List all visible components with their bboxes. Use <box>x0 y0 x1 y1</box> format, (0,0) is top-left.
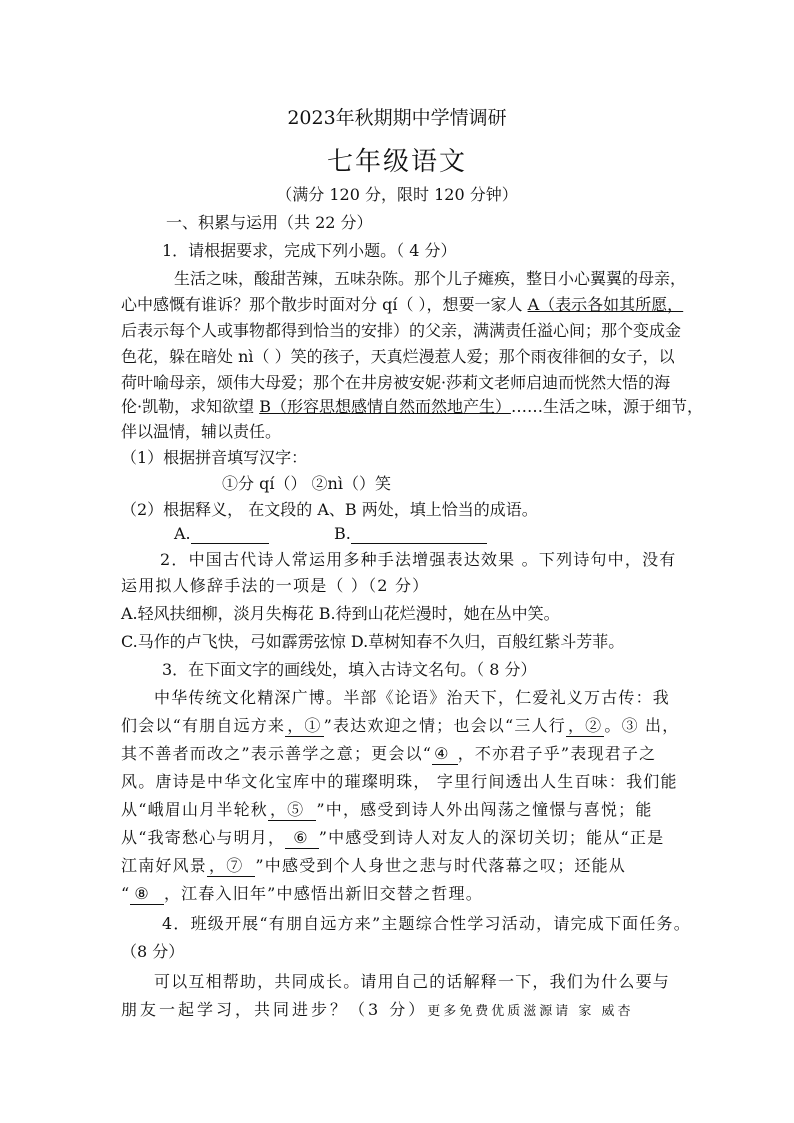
q1-sub2: （2）根据释义， 在文段的 A、B 两处，填上恰当的成语。 <box>121 500 538 519</box>
q2-title-line1: 2．中国古代诗人常运用多种手法增强表达效果 。下列诗句中，没有 <box>160 550 677 569</box>
answer-a-label: A. <box>174 524 191 543</box>
exam-title: 2023年秋期期中学情调研 <box>287 107 507 129</box>
q3-blank-5[interactable]: ，⑤ <box>268 800 316 821</box>
answer-a-blank[interactable] <box>191 526 269 544</box>
q1-answer-b <box>334 524 487 544</box>
q3-para-line: 中华传统文化精深广博。半部《论语》治天下，仁爱礼义万古传：我 <box>154 688 671 707</box>
q1-passage-line <box>121 397 703 417</box>
q1-title: 1．请根据要求，完成下列小题。（ 4 分） <box>162 241 457 260</box>
q3-text: “ <box>121 884 131 903</box>
q2-options-cd: C.马作的卢飞快，弓如霹雳弦惊 D.草树知春不久归，百般红紫斗芳菲。 <box>121 632 625 651</box>
exam-info: （满分 120 分，限时 120 分钟） <box>276 185 518 204</box>
q3-text: 们会以“有朋自远方来 <box>121 716 286 735</box>
q4-text: 朋友一起学习，共同进步？（3 分） <box>121 1000 428 1019</box>
q3-blank-4[interactable]: ④ <box>432 744 458 765</box>
q3-text: ”中，感受到诗人外出闯荡之憧憬与喜悦；能 <box>316 800 653 819</box>
q1-passage-line <box>121 295 683 315</box>
q1-passage-line: 伴以温情，辅以责任。 <box>121 422 282 441</box>
q3-para-line: 风。唐诗是中华文化宝库中的璀璨明珠， 字里行间透出人生百味：我们能 <box>121 772 678 791</box>
q1-passage-line: 色花，躲在暗处 nì（ ）笑的孩子，天真烂漫惹人爱；那个雨夜徘徊的女子，以 <box>121 347 675 366</box>
q2-options-ab: A.轻风扶细柳，淡月失梅花 B.待到山花烂漫时，她在丛中笑。 <box>121 604 560 623</box>
q2-title-line2: 运用拟人修辞手法的一项是（ ）（2 分） <box>121 576 430 595</box>
q3-text: 从“峨眉山月半轮秋 <box>121 800 268 819</box>
q3-para-line <box>121 828 664 849</box>
q1-passage-line: 后表示每个人或事物都得到恰当的安排）的父亲，满满责任溢心间；那个变成金 <box>121 321 682 340</box>
q3-text: 。③ 出， <box>604 716 680 735</box>
q3-blank-6[interactable]: ⑥ <box>285 828 319 849</box>
q1-passage-line: 生活之味，酸甜苦辣，五味杂陈。那个儿子瘫痪，整日小心翼翼的母亲， <box>174 269 687 288</box>
q3-blank-8[interactable]: ⑧ <box>130 884 164 905</box>
q3-text: ”中感受到诗人对友人的深切关切；能从“正是 <box>318 828 665 847</box>
q4-watermark-text: 更多免费优质滋源请 家 威杏 <box>427 1004 634 1019</box>
q3-text: 江南好风景 <box>121 856 208 875</box>
q3-text: ”表达欢迎之情；也会以“三人行 <box>323 716 566 735</box>
q3-para-line <box>121 744 656 765</box>
q3-text: 其不善者而改之”表示善学之意；更会以“ <box>121 744 433 763</box>
q1-mark-b: B（形容思想感情自然而然地产生） <box>259 397 511 416</box>
q1-mark-a: A（表示各如其所愿， <box>527 295 684 314</box>
q4-title-line2: （8 分） <box>121 942 185 961</box>
q1-passage-line: 荷叶喻母亲，颂伟大母爱；那个在井房被安妮·莎莉文老师启迪而恍然大悟的海 <box>121 373 671 392</box>
q1-passage-text: 心中感慨有谁诉？那个散步时面对分 qí（ ），想要一家人 <box>121 295 528 314</box>
q3-text: ”中感受到个人身世之悲与时代落幕之叹；还能从 <box>255 856 627 875</box>
q1-sub1: （1）根据拼音填写汉字： <box>121 448 308 467</box>
q3-text: ，江春入旧年”中感悟出新旧交替之哲理。 <box>163 884 483 903</box>
q3-blank-2[interactable]: ，② <box>567 716 603 735</box>
q3-para-line <box>121 716 679 737</box>
q4-para-line <box>121 1000 634 1022</box>
subject-title: 七年级语文 <box>326 147 467 177</box>
answer-b-blank[interactable] <box>351 526 487 544</box>
q1-sub1-items: ①分 qí（） ②nì（）笑 <box>222 474 391 493</box>
q3-title: 3．在下面文字的画线处，填入古诗文名句。（ 8 分） <box>162 660 537 679</box>
q3-para-line <box>121 856 626 877</box>
q3-text: ，不亦君子乎”表现君子之 <box>457 744 657 763</box>
q3-para-line <box>121 800 653 821</box>
q1-passage-text: ……生活之味，源于细节， <box>510 397 703 416</box>
q2-title <box>160 550 677 570</box>
q1-answer-a <box>174 524 269 544</box>
q4-title-line1: 4．班级开展“有朋自远方来”主题综合性学习活动，请完成下面任务。 <box>162 914 691 933</box>
q3-para-line <box>121 884 483 905</box>
q3-text: 从“我寄愁心与明月， <box>121 828 286 847</box>
q4-para-line: 可以互相帮助，共同成长。请用自己的话解释一下，我们为什么要与 <box>154 972 671 991</box>
q3-blank-1[interactable]: ，① <box>287 716 322 735</box>
q3-blank-7[interactable]: ，⑦ <box>207 856 255 877</box>
q1-passage-text: 伦·凯勒，求知欲望 <box>121 397 260 416</box>
section-heading: 一、积累与运用（共 22 分） <box>166 213 373 232</box>
answer-b-label: B. <box>334 524 351 543</box>
